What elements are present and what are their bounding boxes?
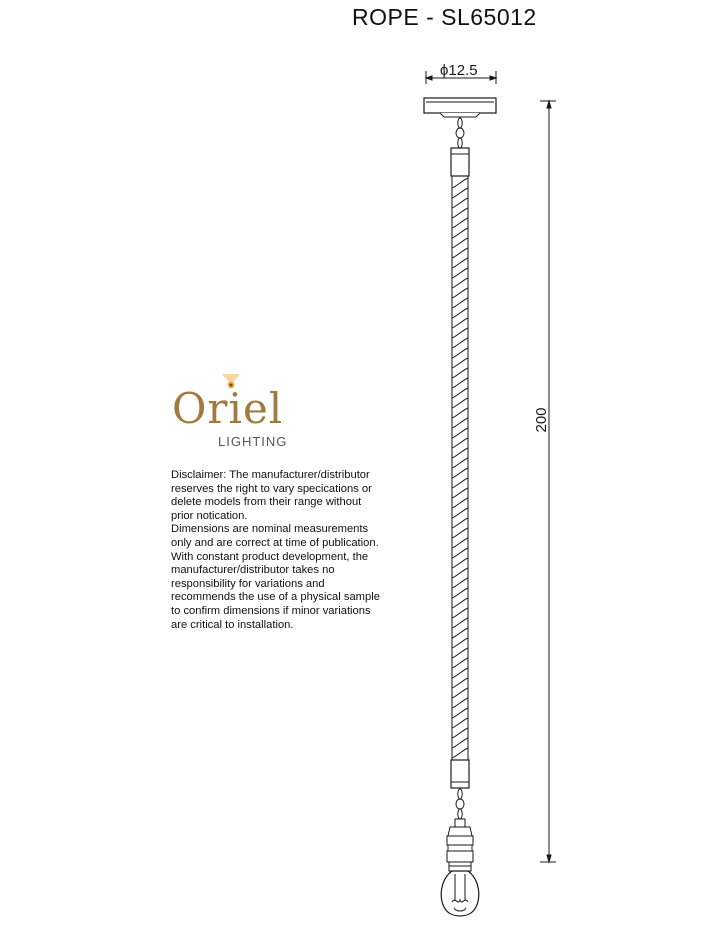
bottom-rope-clamp: [451, 760, 469, 788]
disclaimer-paragraph: Dimensions are nominal measurements only and are correct at time of publication.: [171, 523, 379, 549]
light-bulb-icon: [441, 871, 479, 916]
disclaimer-paragraph: With constant product development, the manufacturer/distributor takes no responsibility for variations and recommends the use of a physical sample to confirm dimensions if minor variations are critical to installation.: [171, 550, 380, 631]
bottom-chain: [456, 789, 464, 819]
height-label: 200: [533, 407, 550, 433]
lamp-holder: [447, 819, 473, 871]
product-title: ROPE - SL65012: [352, 4, 537, 30]
height-dimension: [540, 101, 556, 862]
disclaimer-paragraph: Disclaimer: The manufacturer/distributor reserves the right to vary specications or delete models from their range without prior notication.: [171, 469, 372, 522]
twisted-rope: [452, 176, 468, 760]
top-rope-clamp: [451, 148, 469, 176]
top-chain: [456, 118, 464, 148]
logo-wordmark: Oriel: [172, 384, 284, 433]
ceiling-canopy: [424, 98, 496, 117]
logo-subtitle: LIGHTING: [218, 434, 288, 449]
diameter-label: ϕ12.5: [440, 62, 478, 79]
